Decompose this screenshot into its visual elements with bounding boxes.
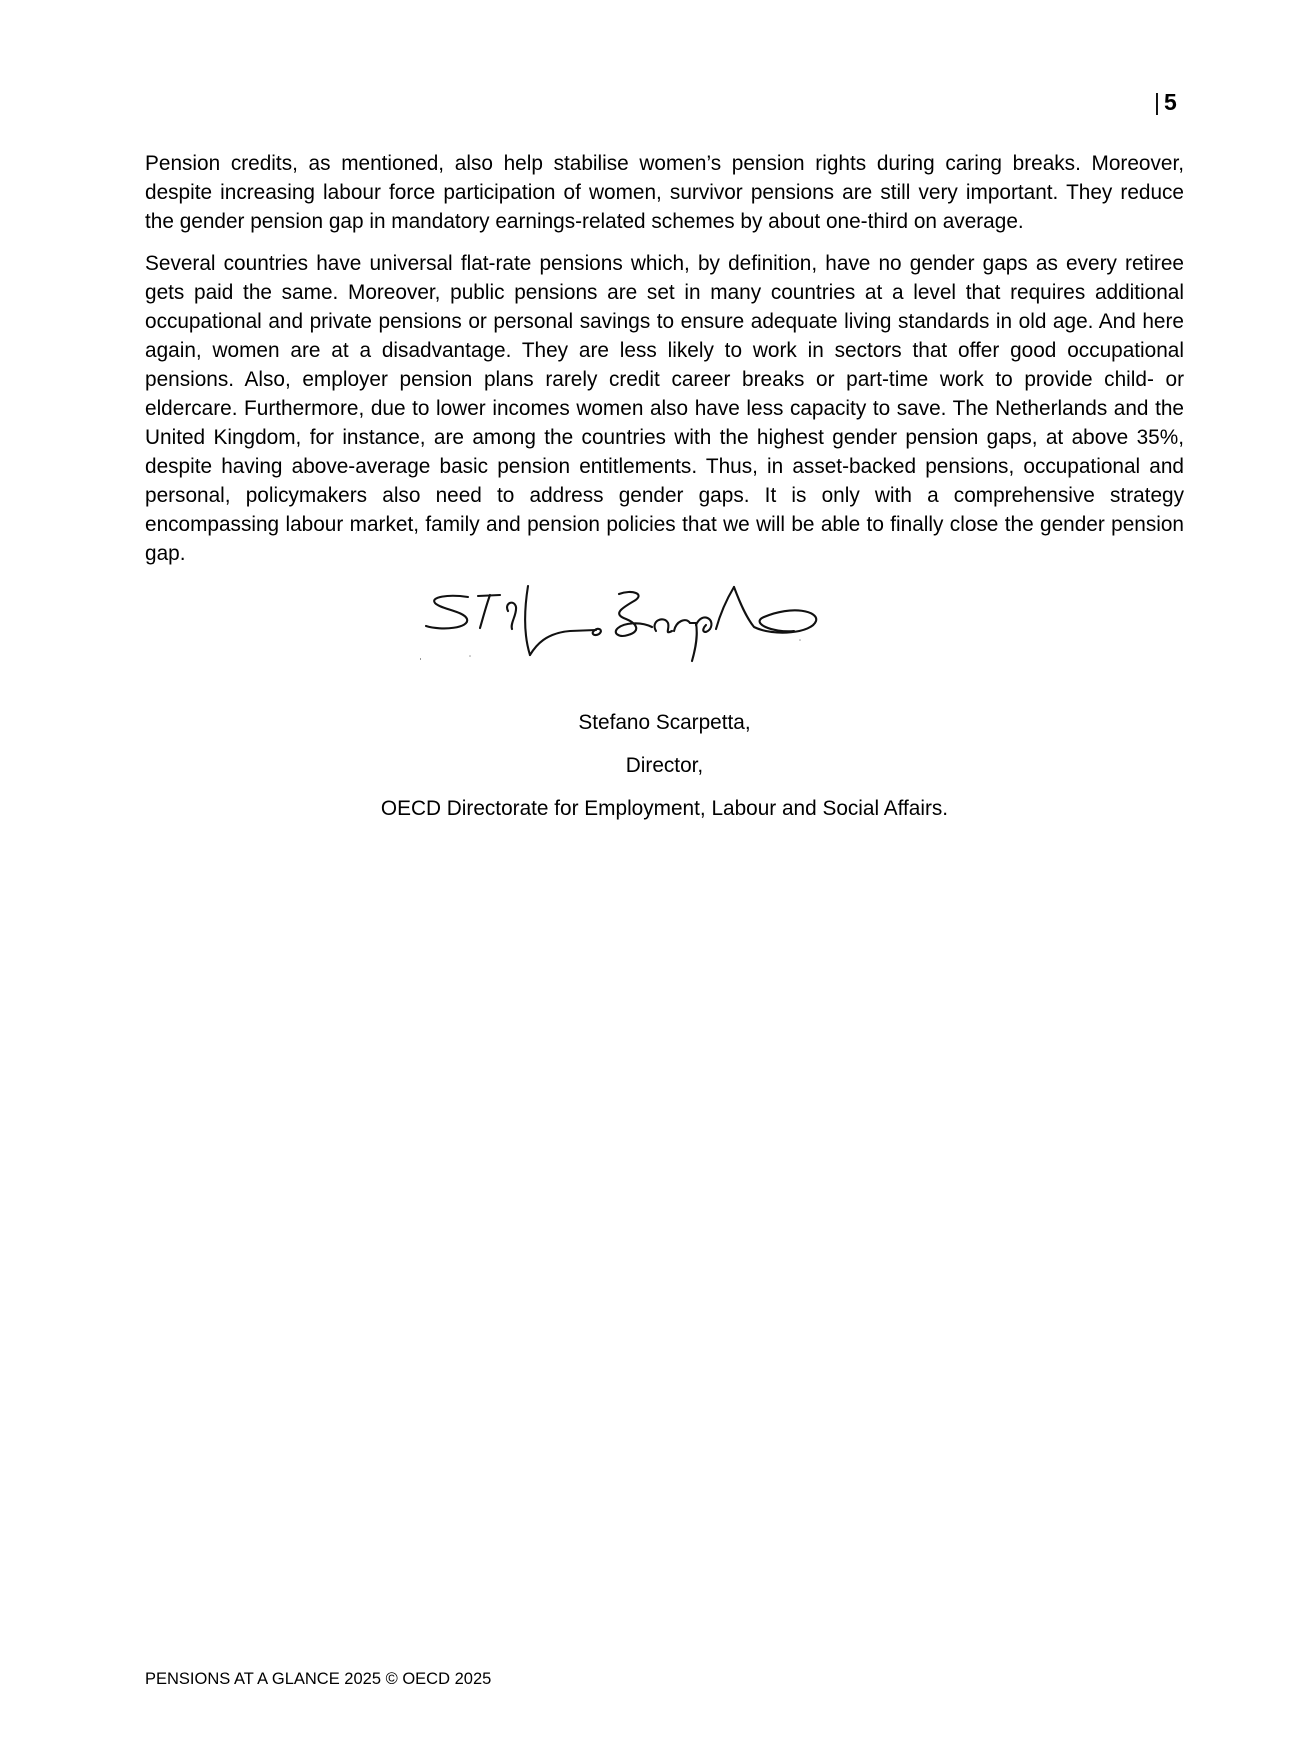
page-footer: PENSIONS AT A GLANCE 2025 © OECD 2025 [145,1670,492,1688]
paragraph-flat-rate-pensions: Several countries have universal flat-rate pensions which, by definition, have no gender gaps as every retiree gets paid the same. Moreover, public pensions are set in many countries at a level that requires additional occupational and private pensions or personal savings to ensure adequate living standards in old age. And here again, women are at a disadvantage. They are less likely to work in sectors that offer good occupational pensions. Also, employer pension plans rarely credit career breaks or part-time work to provide child- or eldercare. Furthermore, due to lower incomes women also have less capacity to save. The Netherlands and the United Kingdom, for instance, are among the countries with the highest gender pension gaps, at above 35%, despite having above-average basic pension entitlements. Thus, in asset-backed pensions, occupational and personal, policymakers also need to address gender gaps. It is only with a comprehensive strategy encompassing labour market, family and pension policies that we will be able to finally close the gender pension gap. [145,252,1184,565]
page-number-value: 5 [1163,89,1177,115]
body-text [145,149,1184,581]
page-number [1154,88,1234,116]
signatory-name: Stefano Scarpetta, [578,711,751,734]
paragraph-pension-credits: Pension credits, as mentioned, also help stabilise women’s pension rights during caring breaks. Moreover, despite increasing labour force participation of women, survivor pensions are still very important. They reduce the gender pension gap in mandatory earnings-related schemes by about one-third on average. [145,152,1184,233]
page-number-separator: | [1154,89,1160,115]
signatory-title: Director, [625,754,704,777]
handwritten-signature [420,581,895,683]
signoff-block [145,708,1184,837]
signatory-organization: OECD Directorate for Employment, Labour and Social Affairs. [380,797,949,820]
